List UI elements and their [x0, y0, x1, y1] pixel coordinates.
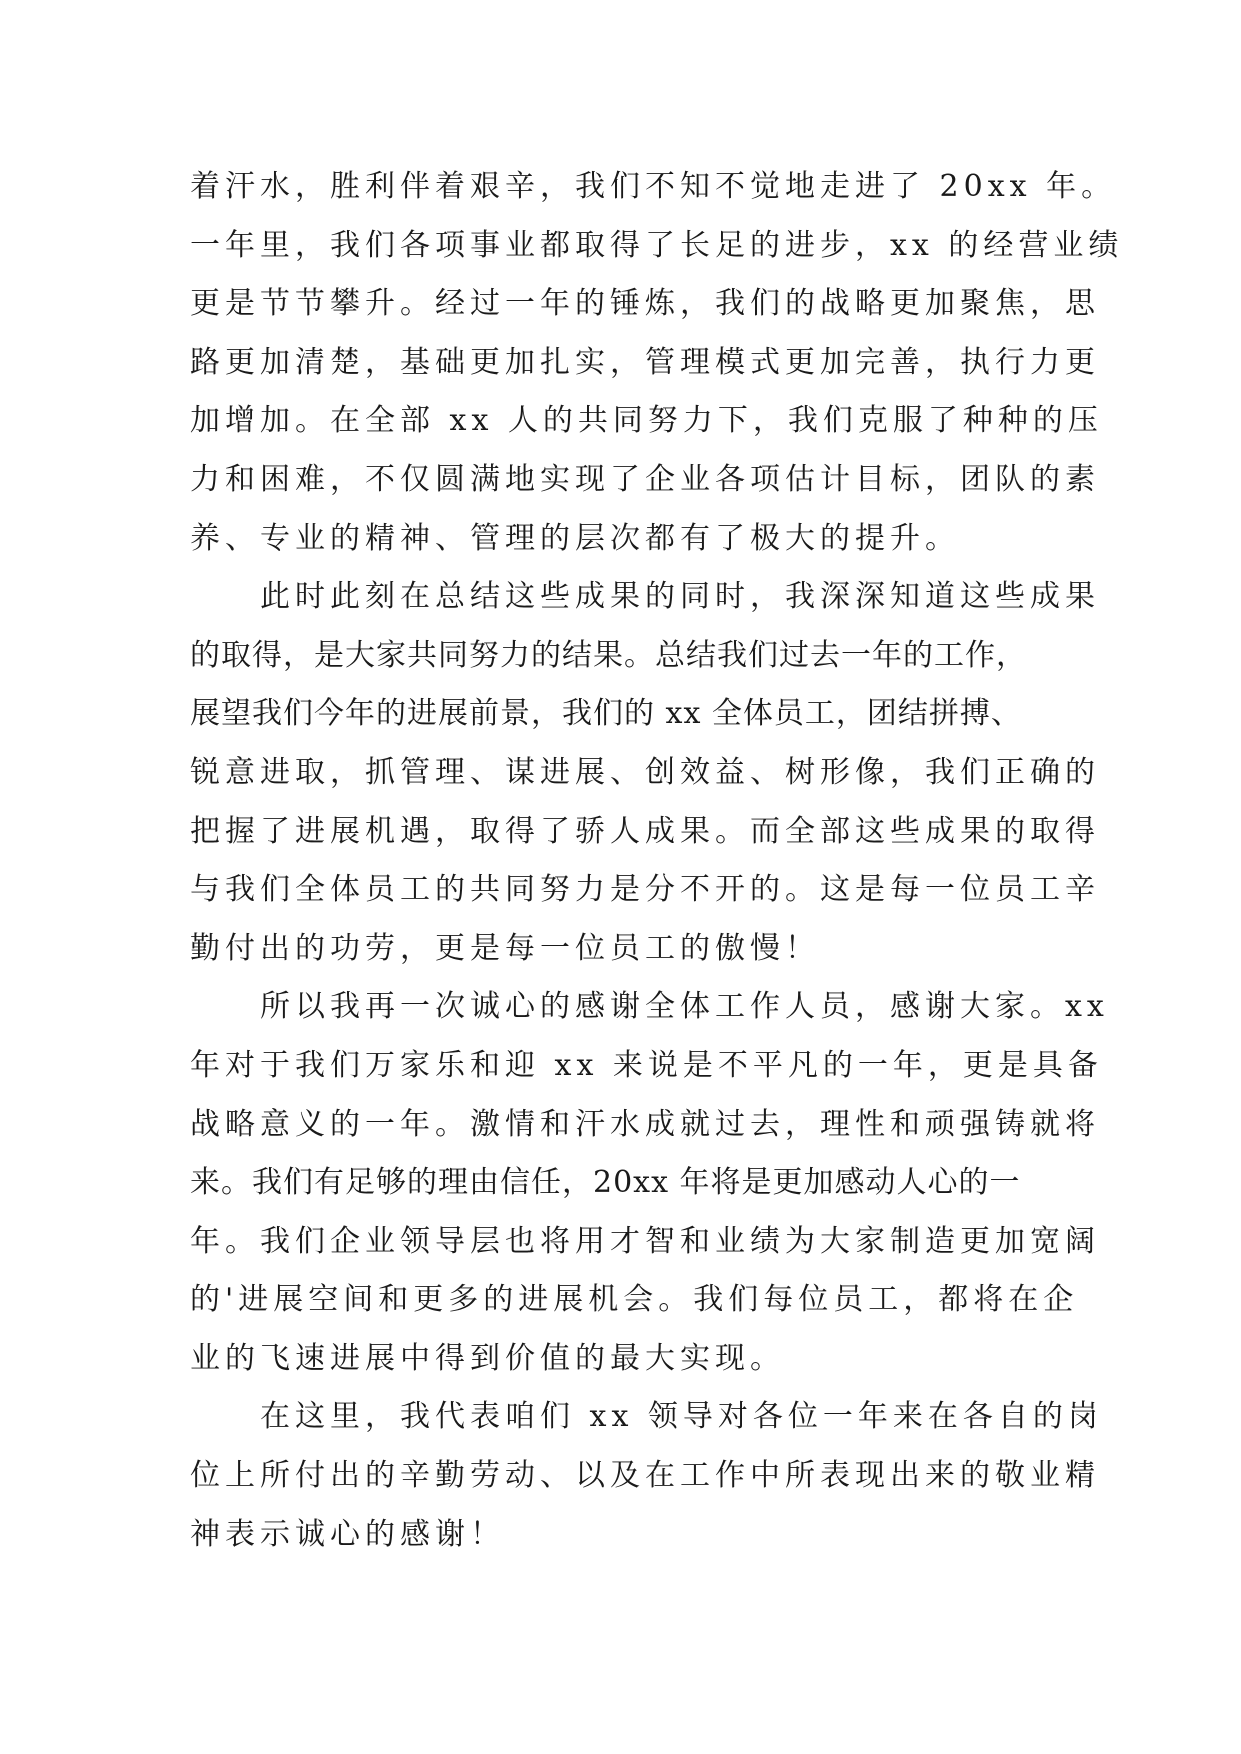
paragraph-start-line: 此时此刻在总结这些成果的同时，我深深知道这些成果	[190, 579, 1100, 615]
text-line: 一年里，我们各项事业都取得了长足的进步，xx 的经营业绩	[190, 227, 1124, 263]
text-line: 神表示诚心的感谢！	[190, 1516, 505, 1552]
text-line: 力和困难，不仅圆满地实现了企业各项估计目标，团队的素	[190, 461, 1100, 497]
text-line: 路更加清楚，基础更加扎实，管理模式更加完善，执行力更	[190, 344, 1100, 380]
text-line: 年。我们企业领导层也将用才智和业绩为大家制造更加宽阔	[190, 1223, 1100, 1259]
text-line: 与我们全体员工的共同努力是分不开的。这是每一位员工辛	[190, 872, 1100, 908]
text-line: 加增加。在全部 xx 人的共同努力下，我们克服了种种的压	[190, 403, 1103, 439]
text-line: 战略意义的一年。激情和汗水成就过去，理性和顽强铸就将	[190, 1106, 1100, 1142]
text-line: 锐意进取，抓管理、谋进展、创效益、树形像，我们正确的	[190, 754, 1100, 790]
text-line: 把握了进展机遇，取得了骄人成果。而全部这些成果的取得	[190, 813, 1100, 849]
text-line: 养、专业的精神、管理的层次都有了极大的提升。	[190, 520, 960, 556]
text-line: 来。我们有足够的理由信任，20xx 年将是更加感动人心的一	[190, 1165, 1021, 1201]
text-line: 的取得，是大家共同努力的结果。总结我们过去一年的工作，	[190, 637, 1027, 673]
text-line: 年对于我们万家乐和迎 xx 来说是不平凡的一年，更是具备	[190, 1047, 1103, 1083]
body-text	[190, 158, 1124, 1564]
text-line: 展望我们今年的进展前景，我们的 xx 全体员工，团结拼搏、	[190, 696, 1022, 732]
paragraph-start-line: 在这里，我代表咱们 xx 领导对各位一年来在各自的岗	[190, 1399, 1103, 1435]
text-line: 业的飞速进展中得到价值的最大实现。	[190, 1340, 785, 1376]
text-line: 着汗水，胜利伴着艰辛，我们不知不觉地走进了 20xx 年。	[190, 169, 1117, 204]
paragraph-start-line: 所以我再一次诚心的感谢全体工作人员，感谢大家。xx	[190, 989, 1109, 1025]
text-line: 勤付出的功劳，更是每一位员工的傲慢！	[190, 930, 820, 966]
text-line: 位上所付出的辛勤劳动、以及在工作中所表现出来的敬业精	[190, 1458, 1100, 1494]
text-line: 更是节节攀升。经过一年的锤炼，我们的战略更加聚焦，思	[190, 286, 1100, 322]
text-line: 的'进展空间和更多的进展机会。我们每位员工，都将在企	[190, 1282, 1079, 1318]
